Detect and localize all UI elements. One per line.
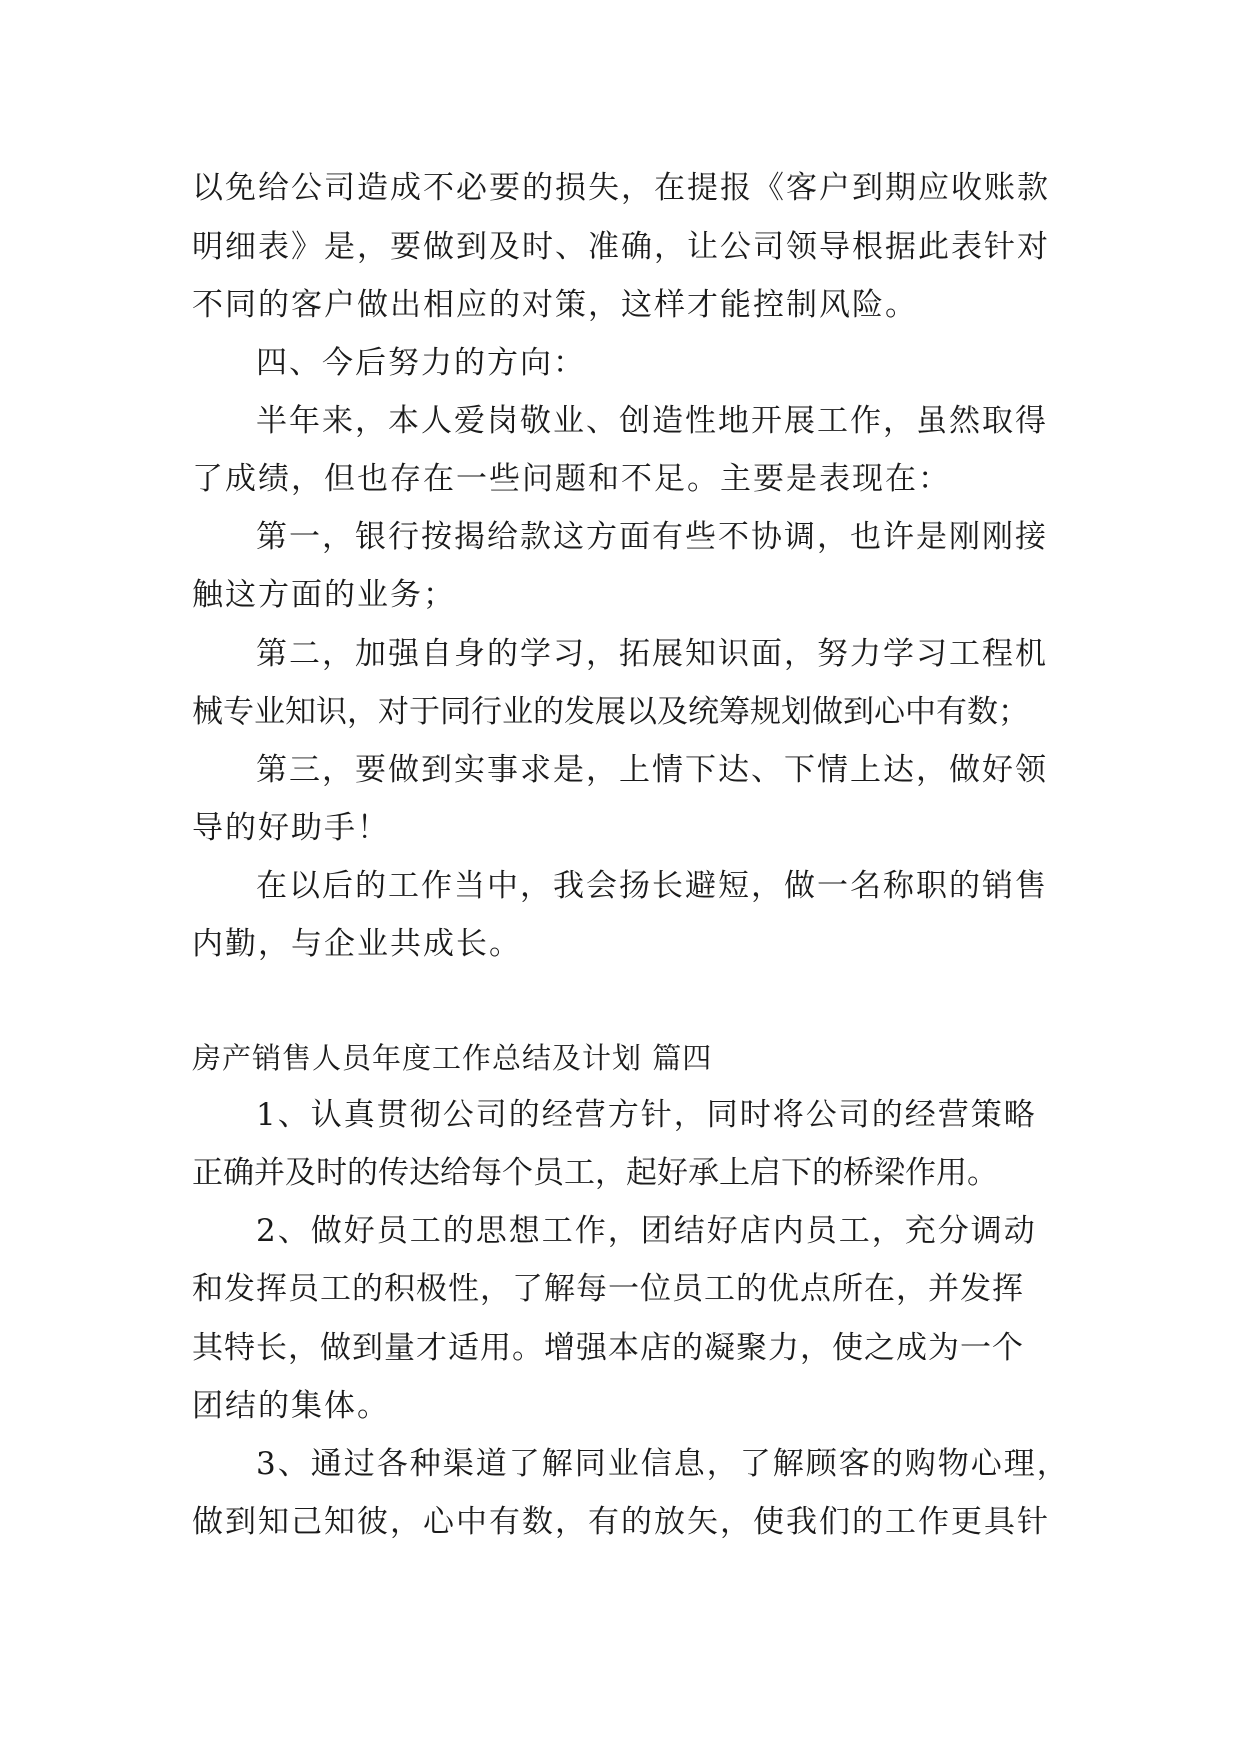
paragraph-line: 其特长，做到量才适用。增强本店的凝聚力，使之成为一个 [192,1330,1024,1366]
section-heading: 四、今后努力的方向： [256,345,586,381]
paragraph-line: 第三，要做到实事求是，上情下达、下情上达，做好领 [256,752,1048,788]
paragraph-line: 和发挥员工的积极性，了解每一位员工的优点所在，并发挥 [192,1271,1024,1307]
paragraph-line: 明细表》是，要做到及时、准确，让公司领导根据此表针对 [192,229,1050,265]
paragraph-line: 械专业知识，对于同行业的发展以及统筹规划做到心中有数； [192,694,1029,730]
paragraph-line: 正确并及时的传达给每个员工，起好承上启下的桥梁作用。 [192,1155,998,1191]
paragraph-line: 不同的客户做出相应的对策，这样才能控制风险。 [192,287,918,323]
paragraph-line: 内勤，与企业共成长。 [192,926,522,962]
paragraph-line: 触这方面的业务； [192,577,456,613]
paragraph-line: 以免给公司造成不必要的损失，在提报《客户到期应收账款 [192,170,1050,206]
paragraph-line: 团结的集体。 [192,1388,390,1424]
article-title: 房产销售人员年度工作总结及计划 篇四 [192,1041,713,1075]
paragraph-line: 1、认真贯彻公司的经营方针，同时将公司的经营策略 [256,1097,1037,1133]
paragraph-line: 了成绩，但也存在一些问题和不足。主要是表现在： [192,461,951,497]
paragraph-line: 在以后的工作当中，我会扬长避短，做一名称职的销售 [256,868,1048,904]
paragraph-line: 做到知己知彼，心中有数，有的放矢，使我们的工作更具针 [192,1504,1050,1540]
paragraph-line: 导的好助手！ [192,810,390,846]
paragraph-line: 3、通过各种渠道了解同业信息，了解顾客的购物心理， [256,1446,1070,1482]
paragraph-line: 第一，银行按揭给款这方面有些不协调，也许是刚刚接 [256,519,1048,555]
paragraph-line: 2、做好员工的思想工作，团结好店内员工，充分调动 [256,1213,1037,1249]
paragraph-line: 第二，加强自身的学习，拓展知识面，努力学习工程机 [256,636,1048,672]
paragraph-line: 半年来，本人爱岗敬业、创造性地开展工作，虽然取得 [256,403,1048,439]
